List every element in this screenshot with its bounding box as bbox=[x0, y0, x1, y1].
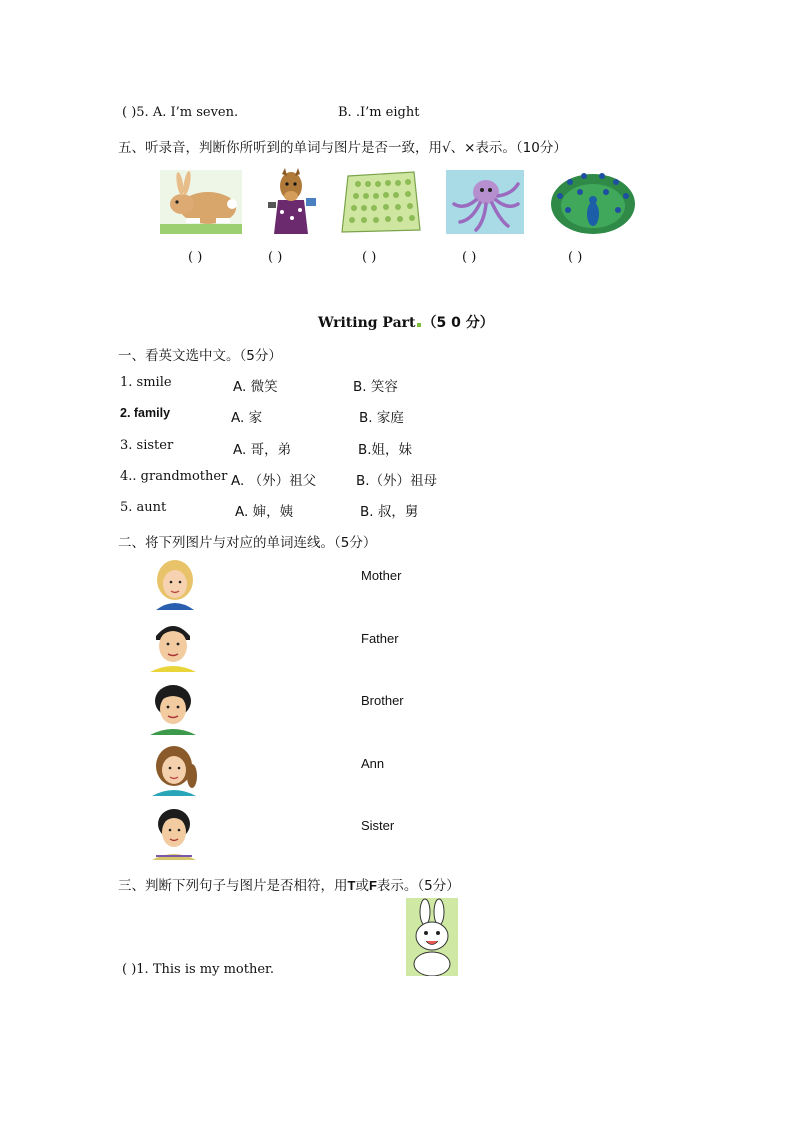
part3-title: 三、判断下列句子与图片是否相符，用T或F表示。（5分） bbox=[118, 878, 460, 894]
picture-blank-3[interactable]: ( ) bbox=[362, 250, 377, 265]
item-5-option-b: B. 叔，舅 bbox=[360, 504, 419, 520]
picture-blank-1[interactable]: ( ) bbox=[188, 250, 203, 265]
word-father[interactable]: Father bbox=[361, 631, 399, 646]
item-3-word: 3. sister bbox=[120, 438, 174, 453]
item-4-option-a: A. （外）祖父 bbox=[231, 473, 317, 489]
item-2-option-a: A. 家 bbox=[231, 410, 263, 426]
answer-blank[interactable]: ( ) bbox=[122, 962, 137, 977]
q5-row bbox=[122, 105, 238, 120]
horse-puppet-icon bbox=[262, 168, 320, 234]
picture-blank-5[interactable]: ( ) bbox=[568, 250, 583, 265]
face-sister-icon bbox=[148, 804, 200, 860]
word-sister[interactable]: Sister bbox=[361, 818, 395, 833]
q5-number: 5. bbox=[136, 105, 149, 120]
grass-mat-icon bbox=[340, 170, 422, 234]
item-3-option-b: B.姐，妹 bbox=[358, 442, 413, 458]
peacock-icon bbox=[548, 166, 638, 234]
q5-option-a: A. I’m seven. bbox=[152, 105, 239, 120]
face-brother-icon bbox=[146, 681, 200, 735]
section5-title: 五、听录音，判断你所听到的单词与图片是否一致，用√、×表示。（10分） bbox=[118, 140, 567, 156]
face-ann-icon bbox=[148, 742, 200, 796]
part3-q1-text: 1. This is my mother. bbox=[136, 962, 274, 977]
bunny-icon bbox=[406, 898, 458, 976]
writing-part-title: Writing Part （5 0 分） bbox=[318, 315, 494, 331]
section5-marks: √、× bbox=[442, 140, 476, 156]
word-ann[interactable]: Ann bbox=[361, 756, 385, 771]
word-brother[interactable]: Brother bbox=[361, 693, 404, 708]
part3-q1 bbox=[122, 962, 274, 977]
answer-blank[interactable]: ( ) bbox=[122, 105, 137, 120]
picture-blank-4[interactable]: ( ) bbox=[462, 250, 477, 265]
part2-title: 二、将下列图片与对应的单词连线。（5分） bbox=[118, 535, 377, 551]
word-mother[interactable]: Mother bbox=[361, 568, 402, 583]
face-father-icon bbox=[146, 618, 200, 672]
item-5-option-a: A. 婶，姨 bbox=[235, 504, 294, 520]
part1-title: 一、看英文选中文。（5分） bbox=[118, 348, 282, 364]
octopus-icon bbox=[446, 170, 524, 234]
item-1-option-b: B. 笑容 bbox=[353, 379, 398, 395]
item-2-word: 2. family bbox=[120, 406, 171, 420]
item-3-option-a: A. 哥，弟 bbox=[233, 442, 292, 458]
item-5-word: 5. aunt bbox=[120, 500, 167, 515]
green-mark bbox=[417, 323, 421, 327]
item-4-word: 4.. grandmother bbox=[120, 469, 228, 484]
picture-blank-2[interactable]: ( ) bbox=[268, 250, 283, 265]
item-4-option-b: B.（外）祖母 bbox=[356, 473, 438, 489]
rabbit-icon bbox=[160, 170, 242, 234]
item-1-option-a: A. 微笑 bbox=[233, 379, 278, 395]
q5-option-b: B. .I’m eight bbox=[338, 105, 420, 120]
item-2-option-b: B. 家庭 bbox=[359, 410, 404, 426]
face-mother-icon bbox=[150, 558, 200, 610]
item-1-word: 1. smile bbox=[120, 375, 172, 390]
